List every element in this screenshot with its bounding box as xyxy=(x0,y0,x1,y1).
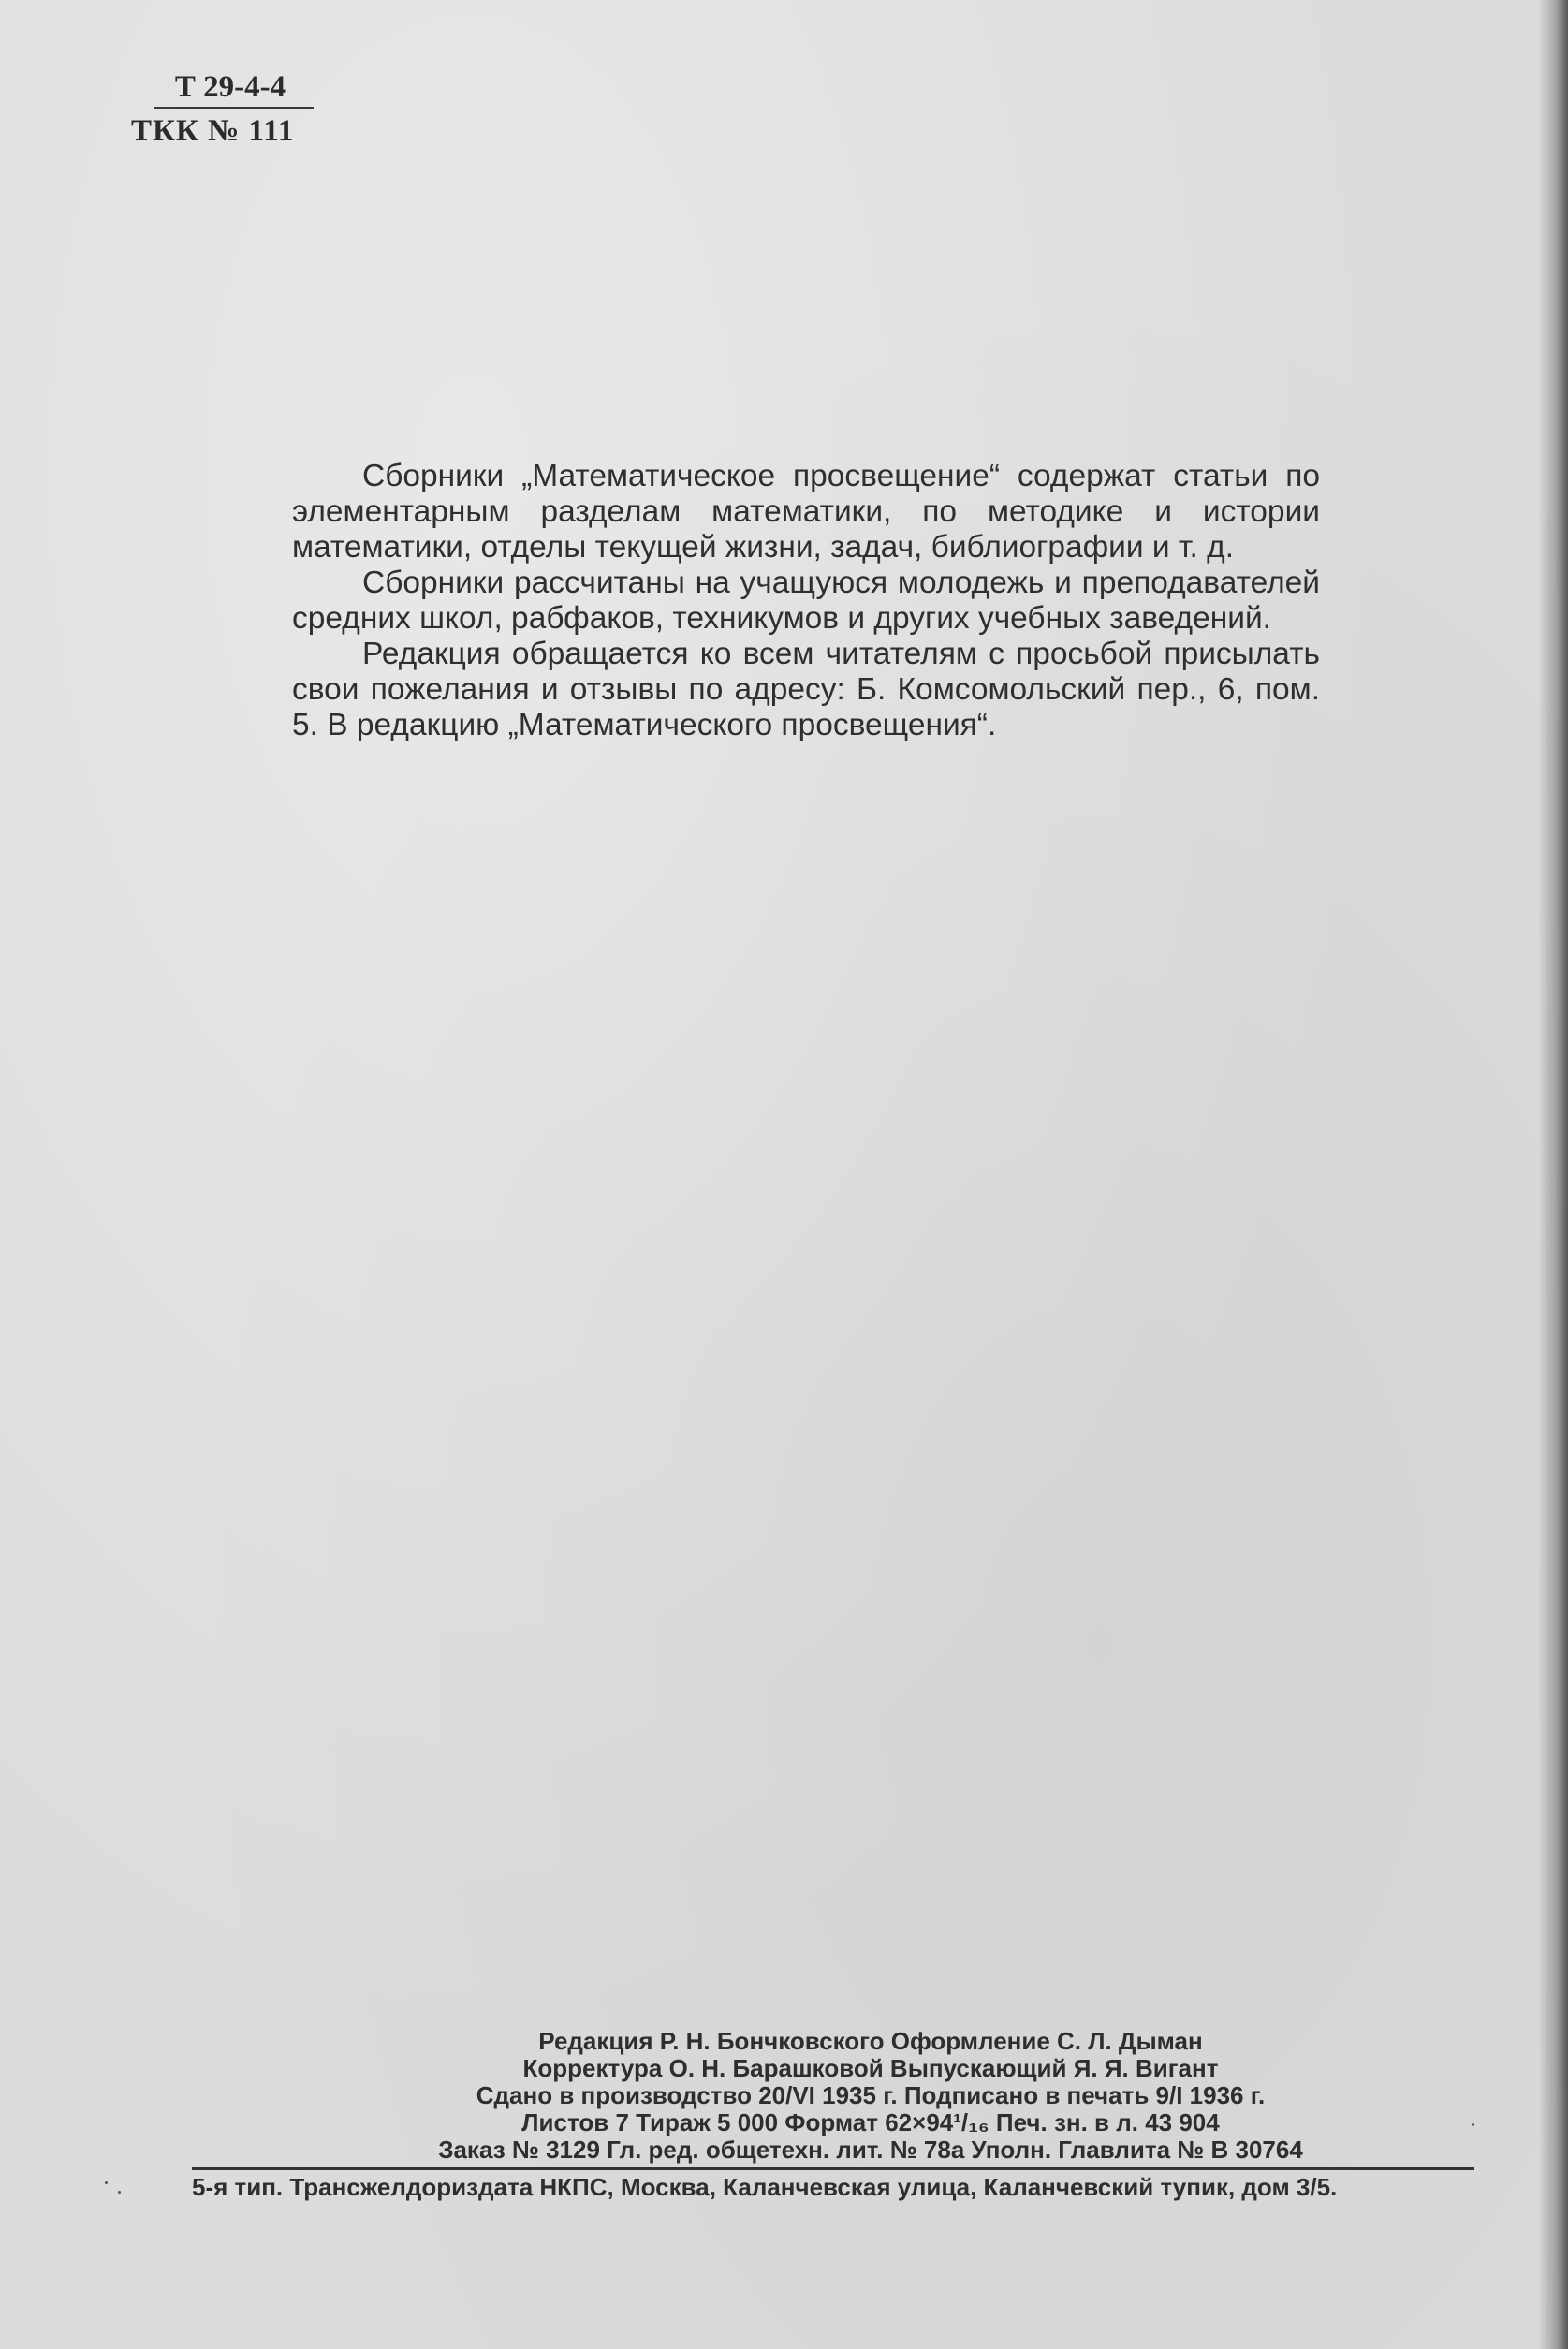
ink-speck xyxy=(118,2191,121,2194)
imprint-line-format: Листов 7 Тираж 5 000 Формат 62×94¹/₁₆ Печ. зн. в л. 43 904 xyxy=(521,2108,1220,2136)
catalog-code-bottom: ТКК № 111 xyxy=(131,114,295,148)
paragraph-contact: Редакция обращается ко всем читателям с просьбой присылать свои пожелания и отзывы по адресу: Б. Комсомольский пер., 6, пом. 5. В редакцию „Математического просвещения“. xyxy=(292,637,1320,742)
imprint-divider xyxy=(192,2167,1474,2170)
printer-line: 5-я тип. Трансжелдориздата НКПС, Москва, Каланчевская улица, Каланчевский тупик, дом 3/5. xyxy=(192,2173,1338,2201)
imprint-line-dates: Сдано в производство 20/VI 1935 г. Подписано в печать 9/I 1936 г. xyxy=(476,2081,1266,2109)
imprint-line-proofreading: Корректура О. Н. Барашковой Выпускающий Я. Я. Вигант xyxy=(522,2054,1219,2082)
ink-speck xyxy=(105,2181,108,2184)
imprint-line-editors: Редакция Р. Н. Бончковского Оформление С. Л. Дыман xyxy=(538,2027,1203,2055)
imprint-block xyxy=(384,2028,1357,2164)
catalog-code-top: Т 29-4-4 xyxy=(174,70,286,104)
imprint-line-order: Заказ № 3129 Гл. ред. общетехн. лит. № 78а Уполн. Главлита № В 30764 xyxy=(438,2136,1303,2164)
paragraph-audience: Сборники рассчитаны на учащуюся молодежь и преподавателей средних школ, рабфаков, техникумов и других учебных заведений. xyxy=(292,565,1320,636)
ink-speck xyxy=(1472,2123,1474,2126)
catalog-code-divider xyxy=(154,107,314,109)
page-edge-shadow xyxy=(1538,0,1568,2349)
catalog-codes xyxy=(131,70,318,149)
paragraph-contents: Сборники „Математическое просвещение“ содержат статьи по элементарным разделам математики, по методике и истории математики, отделы текущей жизни, задач, библиографии и т. д. xyxy=(292,459,1320,565)
description-text xyxy=(292,459,1320,743)
